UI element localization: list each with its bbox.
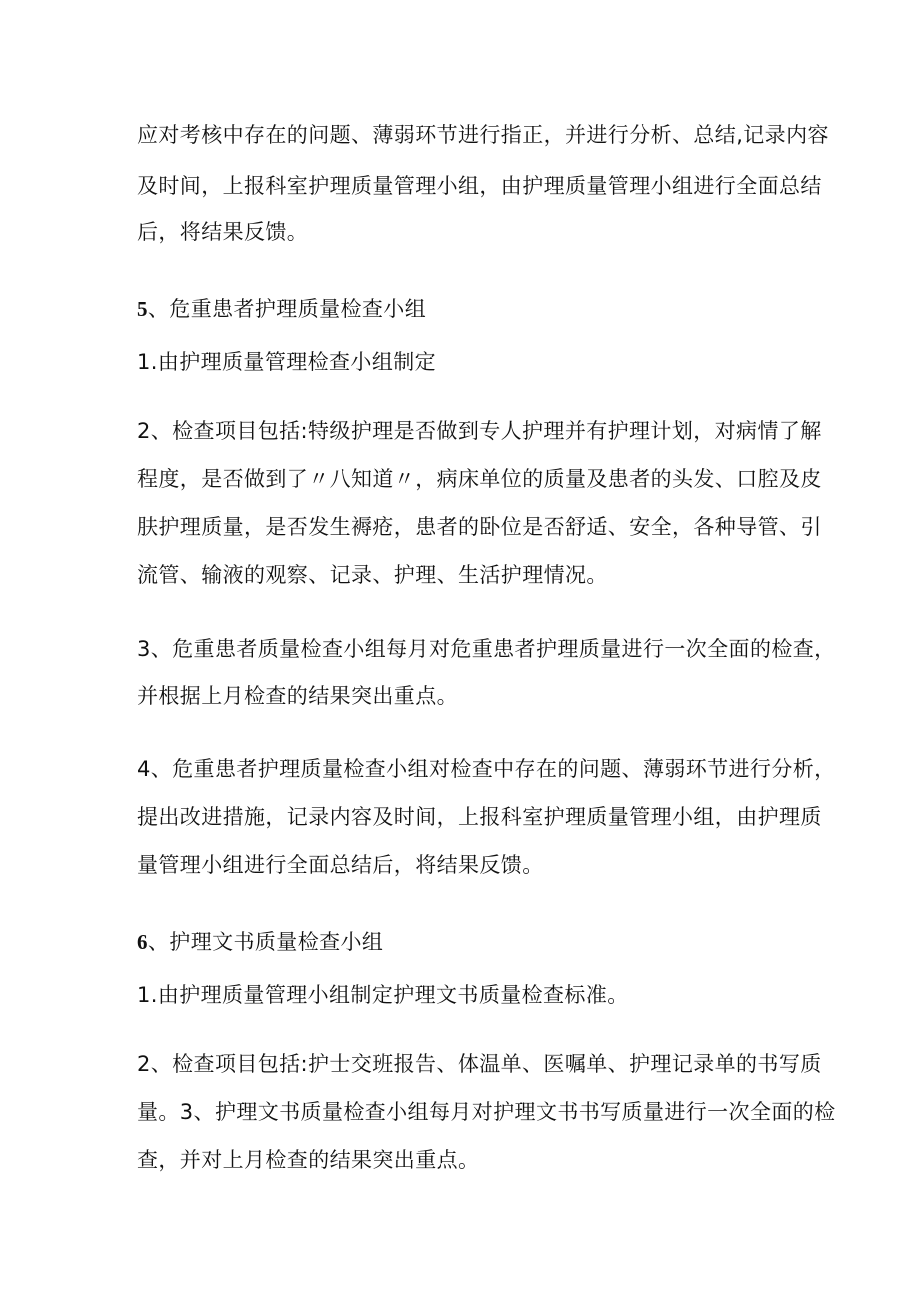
paragraph-line: 3、危重患者质量检查小组每月对危重患者护理质量进行一次全面的检查，: [137, 637, 836, 661]
paragraph-line: 应对考核中存在的问题、薄弱环节进行指正，并进行分析、总结,记录内容: [137, 123, 829, 147]
paragraph-line: 2、检查项目包括:护士交班报告、体温单、医嘱单、护理记录单的书写质: [137, 1052, 822, 1076]
paragraph-line: 4、危重患者护理质量检查小组对检查中存在的问题、薄弱环节进行分析，: [137, 757, 836, 781]
section-heading-5: [137, 295, 426, 323]
section-number: 6: [137, 930, 148, 954]
paragraph-line: 量。3、护理文书质量检查小组每月对护理文书书写质量进行一次全面的检: [137, 1100, 836, 1124]
section-number: 5: [137, 297, 148, 321]
paragraph-line: 查，并对上月检查的结果突出重点。: [137, 1148, 480, 1172]
paragraph-line: 1.由护理质量管理检查小组制定: [137, 350, 437, 374]
paragraph-line: 流管、输液的观察、记录、护理、生活护理情况。: [137, 563, 608, 587]
paragraph-line: 提出改进措施，记录内容及时间，上报科室护理质量管理小组，由护理质: [137, 805, 822, 829]
paragraph-line: 肤护理质量，是否发生褥疮，患者的卧位是否舒适、安全，各种导管、引: [137, 515, 822, 539]
section-title: 、护理文书质量检查小组: [147, 930, 384, 954]
paragraph-line: 1.由护理质量管理小组制定护理文书质量检查标准。: [137, 983, 629, 1007]
paragraph-line: 及时间，上报科室护理质量管理小组，由护理质量管理小组进行全面总结: [137, 174, 822, 198]
paragraph-line: 量管理小组进行全面总结后，将结果反馈。: [137, 853, 544, 877]
paragraph-line: 2、检查项目包括:特级护理是否做到专人护理并有护理计划，对病情了解: [137, 419, 822, 443]
section-title: 、危重患者护理质量检查小组: [147, 297, 427, 321]
paragraph-line: 并根据上月检查的结果突出重点。: [137, 684, 458, 708]
section-heading-6: [137, 928, 383, 956]
paragraph-line: 后，将结果反馈。: [137, 220, 309, 244]
paragraph-line: 程度，是否做到了〃八知道〃，病床单位的质量及患者的头发、口腔及皮: [137, 467, 822, 491]
